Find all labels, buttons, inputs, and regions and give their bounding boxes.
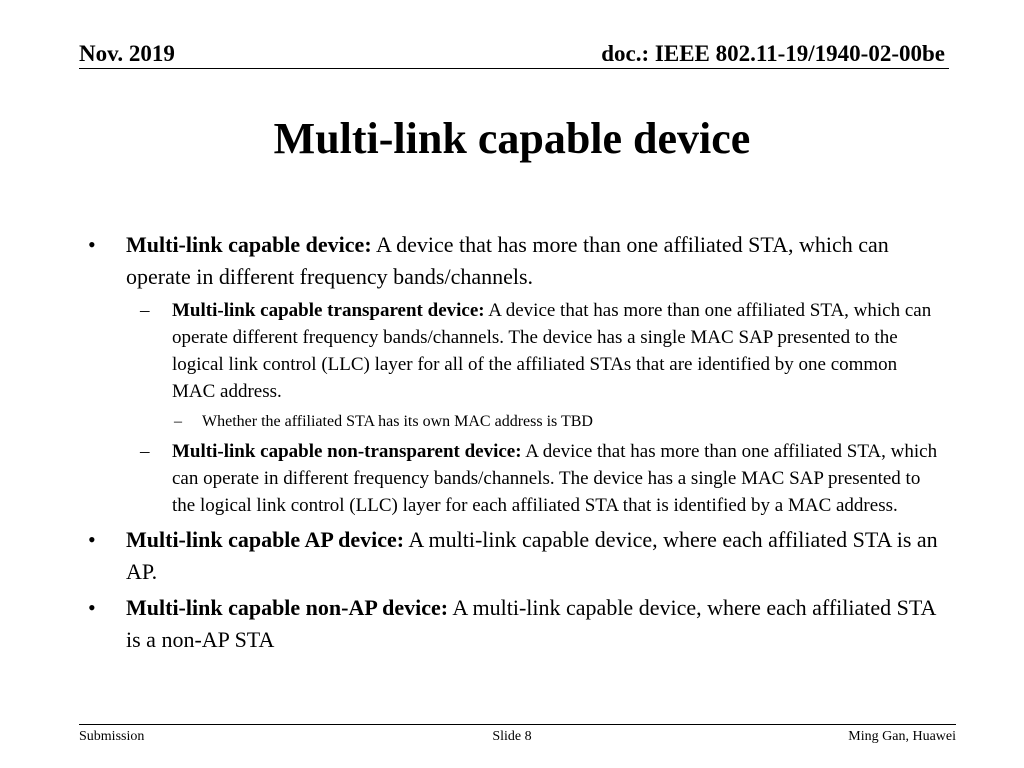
subbullet-text: A device that has more than one affiliated STA, which can operate different frequency bands/channels. The device has a single MAC SAP presented to the logical link control (LLC) layer for all of the affiliated STAs that are identified by one common MAC address. bbox=[172, 300, 932, 402]
footer-divider bbox=[79, 724, 956, 725]
bullet-dot-icon: • bbox=[88, 527, 96, 552]
bullet-ap-device bbox=[82, 524, 942, 588]
bullet-non-ap-device bbox=[82, 592, 942, 656]
footer-submission: Submission bbox=[79, 729, 145, 744]
dash-bullet-icon: – bbox=[140, 300, 150, 321]
bullet-term: Multi-link capable non-AP device: bbox=[126, 595, 449, 620]
header-date: Nov. 2019 bbox=[79, 41, 175, 66]
dash-bullet-icon: – bbox=[174, 413, 182, 430]
subsubbullet-mac-address-tbd bbox=[82, 410, 942, 433]
bullet-text: A multi-link capable device, where each affiliated STA is a non-AP STA bbox=[126, 595, 936, 652]
subbullet-transparent-device bbox=[82, 297, 942, 405]
subbullet-text: A device that has more than one affiliated STA, which can operate in different frequency bands/channels. The device has a single MAC SAP presented to the logical link control (LLC) layer for each affiliated STA that is identified by a MAC address. bbox=[172, 441, 938, 516]
slide-title: Multi-link capable device bbox=[273, 114, 751, 163]
bullet-term: Multi-link capable device: bbox=[126, 232, 372, 257]
dash-bullet-icon: – bbox=[140, 441, 150, 462]
footer-author: Ming Gan, Huawei bbox=[848, 729, 956, 744]
bullet-multi-link-capable-device bbox=[82, 229, 942, 293]
bullet-term: Multi-link capable AP device: bbox=[126, 527, 405, 552]
bullet-text: A multi-link capable device, where each affiliated STA is an AP. bbox=[126, 527, 938, 584]
header-divider bbox=[79, 68, 949, 69]
header-doc-id: doc.: IEEE 802.11-19/1940-02-00be bbox=[601, 41, 945, 66]
subbullet-non-transparent-device bbox=[82, 438, 942, 519]
slide-body bbox=[82, 229, 942, 660]
footer-slide-number: Slide 8 bbox=[492, 729, 532, 744]
subbullet-term: Multi-link capable transparent device: bbox=[172, 300, 485, 321]
subsubbullet-text: Whether the affiliated STA has its own MAC address is TBD bbox=[202, 413, 593, 430]
bullet-dot-icon: • bbox=[88, 595, 96, 620]
bullet-dot-icon: • bbox=[88, 232, 96, 257]
subbullet-term: Multi-link capable non-transparent device: bbox=[172, 441, 522, 462]
bullet-text: A device that has more than one affiliated STA, which can operate in different frequency bands/channels. bbox=[126, 232, 889, 289]
